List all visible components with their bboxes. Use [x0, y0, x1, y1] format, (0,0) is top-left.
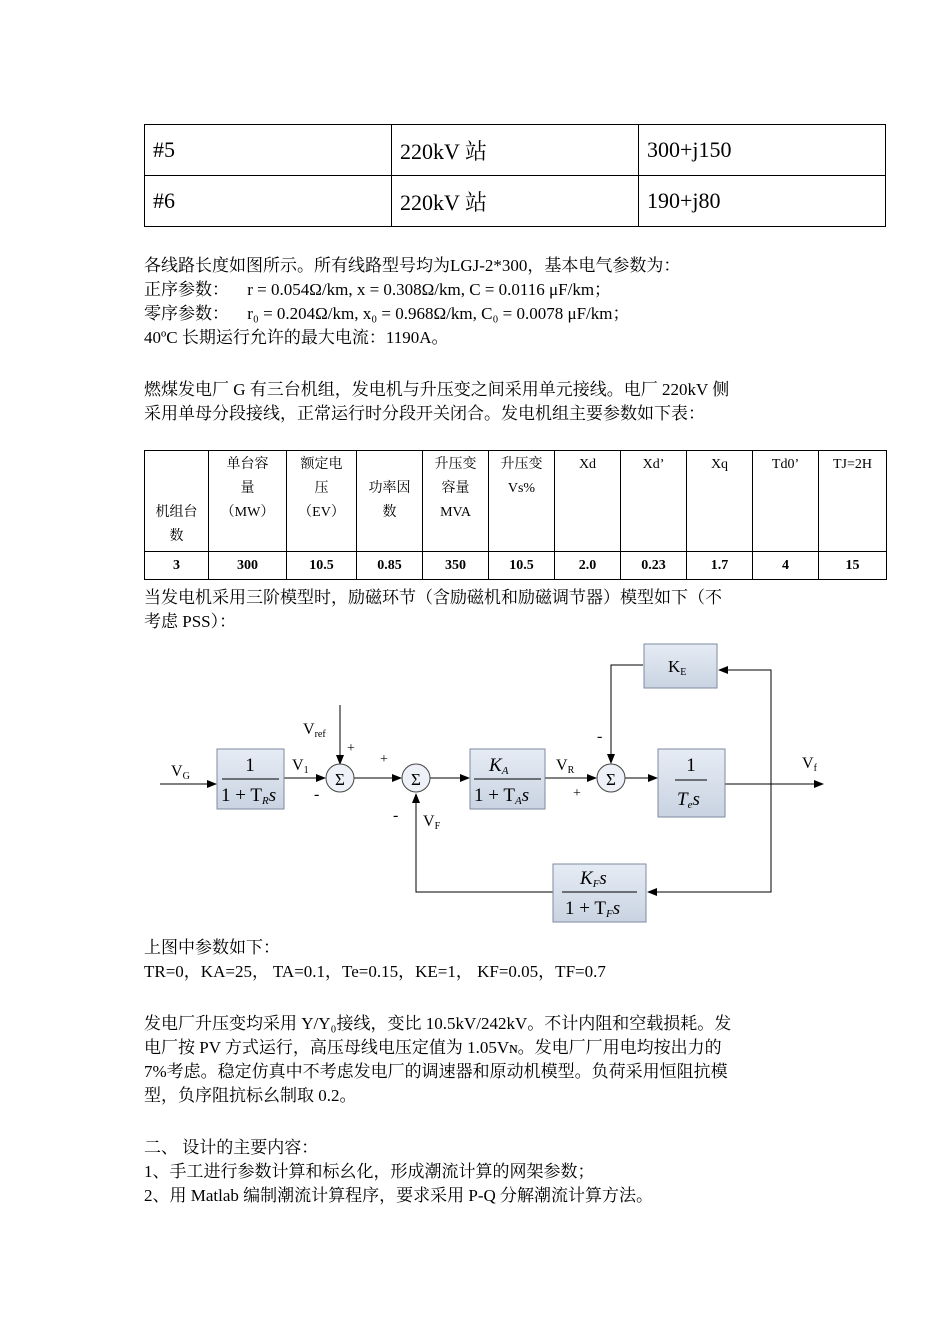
plant-line-2: 采用单母分段接线，正常运行时分段开关闭合。发电机组主要参数如下表：: [144, 404, 705, 423]
table-cell: #6: [145, 176, 392, 227]
header-text: 额定电: [300, 457, 343, 472]
label-v1: V1: [292, 757, 309, 776]
design-item-1: 1、手工进行参数计算和标幺化，形成潮流计算的网架参数；: [144, 1162, 595, 1181]
wire-ke-to-sum: [611, 665, 643, 763]
value-cell: 10.5: [287, 552, 357, 580]
label-vr: VR: [556, 757, 575, 776]
line-intro: 各线路长度如图所示。所有线路型号均为LGJ-2*300，基本电气参数为：: [144, 256, 681, 275]
header-text: （EV）: [298, 505, 345, 520]
header-cell-xd-prime: Xd’: [621, 451, 687, 552]
transformer-line-2: 电厂按 PV 方式运行，高压母线电压定值为 1.05Vɴ。发电厂厂用电均按出力的: [144, 1038, 722, 1057]
value-cell: 10.5: [489, 552, 555, 580]
exciter-line-2: 考虑 PSS）：: [144, 612, 237, 631]
header-text: MVA: [440, 505, 471, 520]
zero-sequence-values: r₀ = 0.204Ω/km, x₀ = 0.968Ω/km, C₀ = 0.0078 μF/km；: [247, 304, 630, 323]
positive-sequence-values: r = 0.054Ω/km, x = 0.308Ω/km, C = 0.0116 μF/km；: [247, 280, 612, 299]
te-numerator: 1: [686, 755, 696, 776]
table-row: [145, 552, 887, 580]
table-row: [145, 176, 886, 227]
max-current-line: 40ºC 长期运行允许的最大电流：1190A。: [144, 328, 449, 347]
ke-label: KE: [668, 657, 687, 678]
tr-numerator: 1: [245, 755, 255, 776]
load-table: [144, 124, 886, 227]
header-text: 功率因: [368, 481, 411, 496]
header-cell-units: [145, 451, 209, 552]
header-cell-xq: Xq: [687, 451, 753, 552]
positive-sequence-label: 正序参数：: [144, 280, 229, 299]
header-cell-power-factor: [357, 451, 423, 552]
design-item-2: 2、用 Matlab 编制潮流计算程序，要求采用 P-Q 分解潮流计算方法。: [144, 1186, 654, 1205]
table-cell: #5: [145, 125, 392, 176]
value-cell: 4: [753, 552, 819, 580]
ka-denominator: 1 + TAs: [474, 785, 530, 807]
header-text: 升压变: [500, 457, 543, 472]
sign-minus-ke: -: [597, 728, 603, 745]
tr-denominator: 1 + TRs: [221, 785, 277, 807]
value-cell: 15: [819, 552, 887, 580]
header-cell-tj: TJ=2H: [819, 451, 887, 552]
te-transfer-block: [658, 749, 725, 817]
header-text: 数: [169, 529, 184, 544]
table-cell: 190+j80: [639, 176, 886, 227]
kf-denominator: 1 + TFs: [565, 898, 621, 920]
header-cell-vs: [489, 451, 555, 552]
table-cell: 300+j150: [639, 125, 886, 176]
header-text: 量: [240, 481, 255, 496]
tr-transfer-block: [217, 749, 284, 809]
ka-transfer-block: [470, 749, 545, 809]
exciter-line-1: 当发电机采用三阶模型时，励磁环节（含励磁机和励磁调节器）模型如下（不: [144, 588, 722, 607]
kf-numerator: KFs: [580, 868, 607, 890]
params-title: 上图中参数如下：: [144, 938, 280, 957]
positive-sequence-line: [144, 278, 611, 302]
header-text: 容量: [441, 481, 470, 496]
wire-ke-feedback: [719, 670, 771, 784]
summing-junction-1: [326, 764, 354, 792]
value-cell: 300: [209, 552, 287, 580]
table-cell: 220kV 站: [392, 125, 639, 176]
label-vf-out: Vf: [802, 755, 817, 774]
value-cell: 3: [145, 552, 209, 580]
header-text: Vs%: [507, 481, 536, 496]
sign-plus-sum2: +: [380, 752, 388, 767]
sign-minus-v1: -: [314, 786, 320, 803]
excitation-block-diagram: [0, 630, 950, 930]
generator-table: [144, 450, 887, 580]
label-vref: Vref: [303, 721, 326, 740]
sigma-symbol: Σ: [411, 770, 421, 789]
header-cell-capacity: [209, 451, 287, 552]
transformer-line-3: 7%考虑。稳定仿真中不考虑发电厂的调速器和原动机模型。负荷采用恒阻抗模: [144, 1062, 728, 1081]
zero-sequence-label: 零序参数：: [144, 304, 229, 323]
header-text: 单台容: [226, 457, 269, 472]
value-cell: 0.85: [357, 552, 423, 580]
table-cell: 220kV 站: [392, 176, 639, 227]
header-cell-voltage: [287, 451, 357, 552]
header-text: 压: [314, 481, 329, 496]
transformer-line-1: 发电厂升压变均采用 Y/Y₀接线，变比 10.5kV/242kV。不计内阻和空载损耗。发: [144, 1014, 732, 1033]
header-cell-transformer-capacity: [423, 451, 489, 552]
label-vg: VG: [171, 763, 190, 782]
summing-junction-2: [402, 764, 430, 792]
table-header-row: [145, 451, 887, 552]
summing-junction-3: [597, 764, 625, 792]
transformer-line-4: 型，负序阻抗标幺制取 0.2。: [144, 1086, 357, 1105]
table-row: [145, 125, 886, 176]
label-vF: VF: [423, 813, 441, 832]
te-denominator: Tes: [677, 789, 700, 811]
sigma-symbol: Σ: [606, 770, 616, 789]
header-cell-td0: Td0’: [753, 451, 819, 552]
header-text: 机组台: [155, 505, 198, 520]
kf-transfer-block: [553, 864, 646, 922]
sign-plus-vr: +: [573, 786, 581, 801]
header-cell-xd: Xd: [555, 451, 621, 552]
params-line: TR=0，KA=25， TA=0.1，Te=0.15，KE=1， KF=0.05，TF=0.7: [144, 962, 606, 981]
header-text: （MW）: [220, 505, 275, 520]
design-title: 二、 设计的主要内容：: [144, 1138, 319, 1157]
sign-plus-vref: +: [347, 741, 355, 756]
value-cell: 2.0: [555, 552, 621, 580]
sign-minus-vF: -: [393, 807, 399, 824]
header-text: 数: [382, 505, 397, 520]
zero-sequence-line: [144, 302, 629, 326]
header-text: 升压变: [434, 457, 477, 472]
ke-transfer-block: [644, 644, 717, 688]
plant-line-1: 燃煤发电厂 G 有三台机组，发电机与升压变之间采用单元接线。电厂 220kV 侧: [144, 380, 730, 399]
sigma-symbol: Σ: [335, 770, 345, 789]
ka-numerator: KA: [489, 755, 509, 777]
value-cell: 0.23: [621, 552, 687, 580]
value-cell: 1.7: [687, 552, 753, 580]
value-cell: 350: [423, 552, 489, 580]
